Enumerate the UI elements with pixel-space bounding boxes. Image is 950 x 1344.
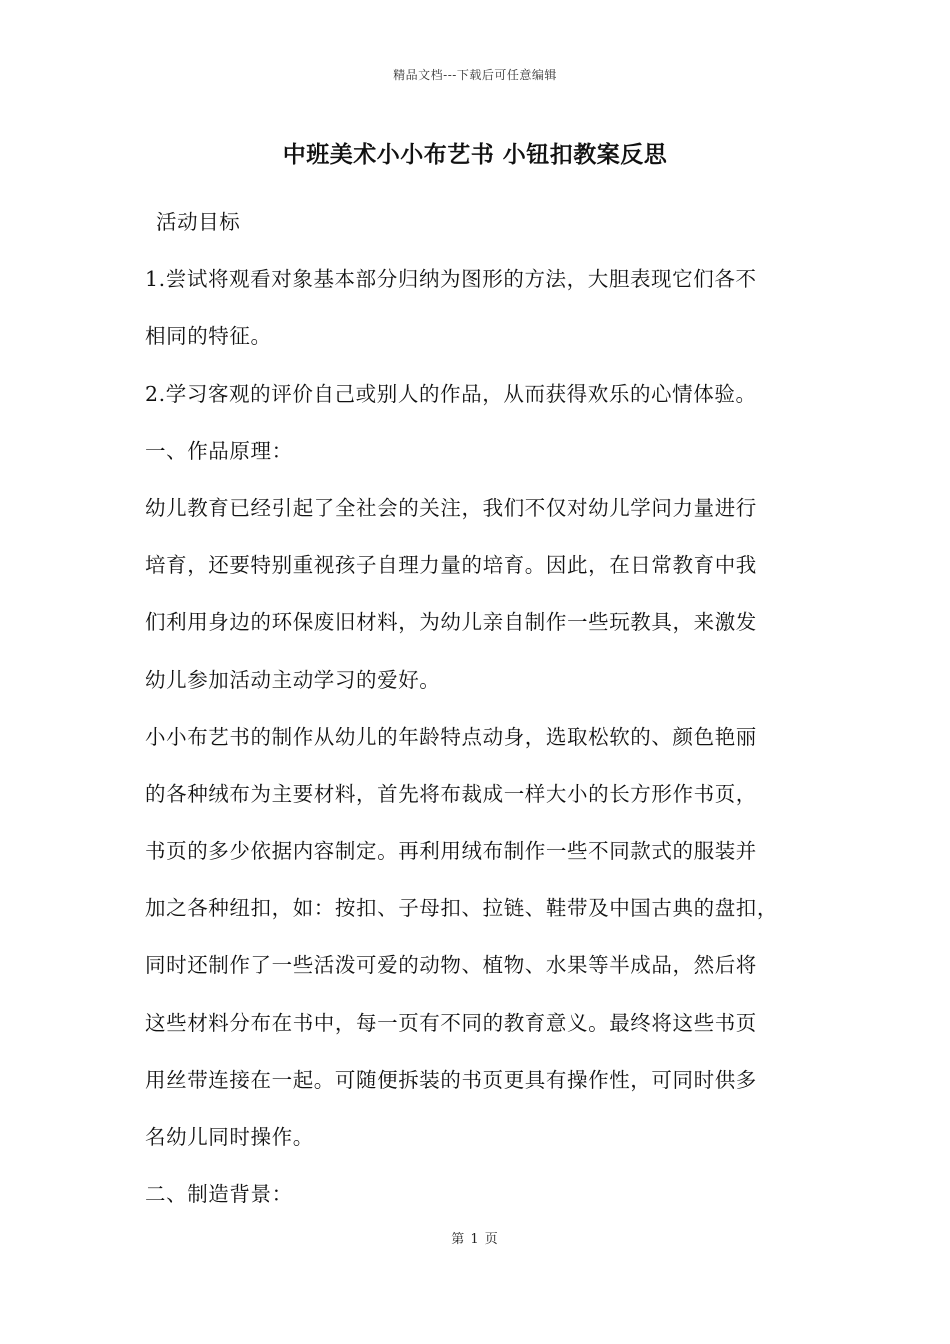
document-body — [145, 199, 825, 1228]
body-line: 同时还制作了一些活泼可爱的动物、植物、水果等半成品，然后将 — [145, 953, 757, 978]
body-line: 加之各种纽扣，如：按扣、子母扣、拉链、鞋带及中国古典的盘扣， — [145, 896, 778, 921]
body-line: 2.学习客观的评价自己或别人的作品，从而获得欢乐的心情体验。 — [145, 381, 757, 406]
section-heading-principle: 一、作品原理： — [145, 438, 293, 463]
section-heading-objectives: 活动目标 — [156, 210, 241, 234]
body-line: 相同的特征。 — [145, 324, 272, 349]
section-heading-background: 二、制造背景： — [145, 1182, 293, 1207]
body-line: 名幼儿同时操作。 — [145, 1125, 314, 1149]
body-line: 1.尝试将观看对象基本部分归纳为图形的方法，大胆表现它们各不 — [145, 267, 757, 292]
body-line: 培育，还要特别重视孩子自理力量的培育。因此，在日常教育中我 — [145, 553, 757, 578]
body-line: 这些材料分布在书中，每一页有不同的教育意义。最终将这些书页 — [145, 1010, 757, 1035]
body-line: 小小布艺书的制作从幼儿的年龄特点动身，选取松软的、颜色艳丽 — [145, 724, 757, 749]
body-line: 们利用身边的环保废旧材料，为幼儿亲自制作一些玩教具，来激发 — [145, 610, 757, 635]
header-note: 精品文档---下载后可任意编辑 — [393, 68, 557, 82]
body-line: 幼儿参加活动主动学习的爱好。 — [145, 667, 441, 692]
body-line: 用丝带连接在一起。可随便拆装的书页更具有操作性，可同时供多 — [145, 1067, 757, 1092]
body-line: 幼儿教育已经引起了全社会的关注，我们不仅对幼儿学问力量进行 — [145, 495, 757, 520]
page-number: 第 1 页 — [451, 1232, 499, 1247]
document-title: 中班美术小小布艺书 小钮扣教案反思 — [282, 141, 668, 168]
body-line: 书页的多少依据内容制定。再利用绒布制作一些不同款式的服装并 — [145, 839, 757, 864]
body-line: 的各种绒布为主要材料，首先将布裁成一样大小的长方形作书页， — [145, 781, 757, 806]
